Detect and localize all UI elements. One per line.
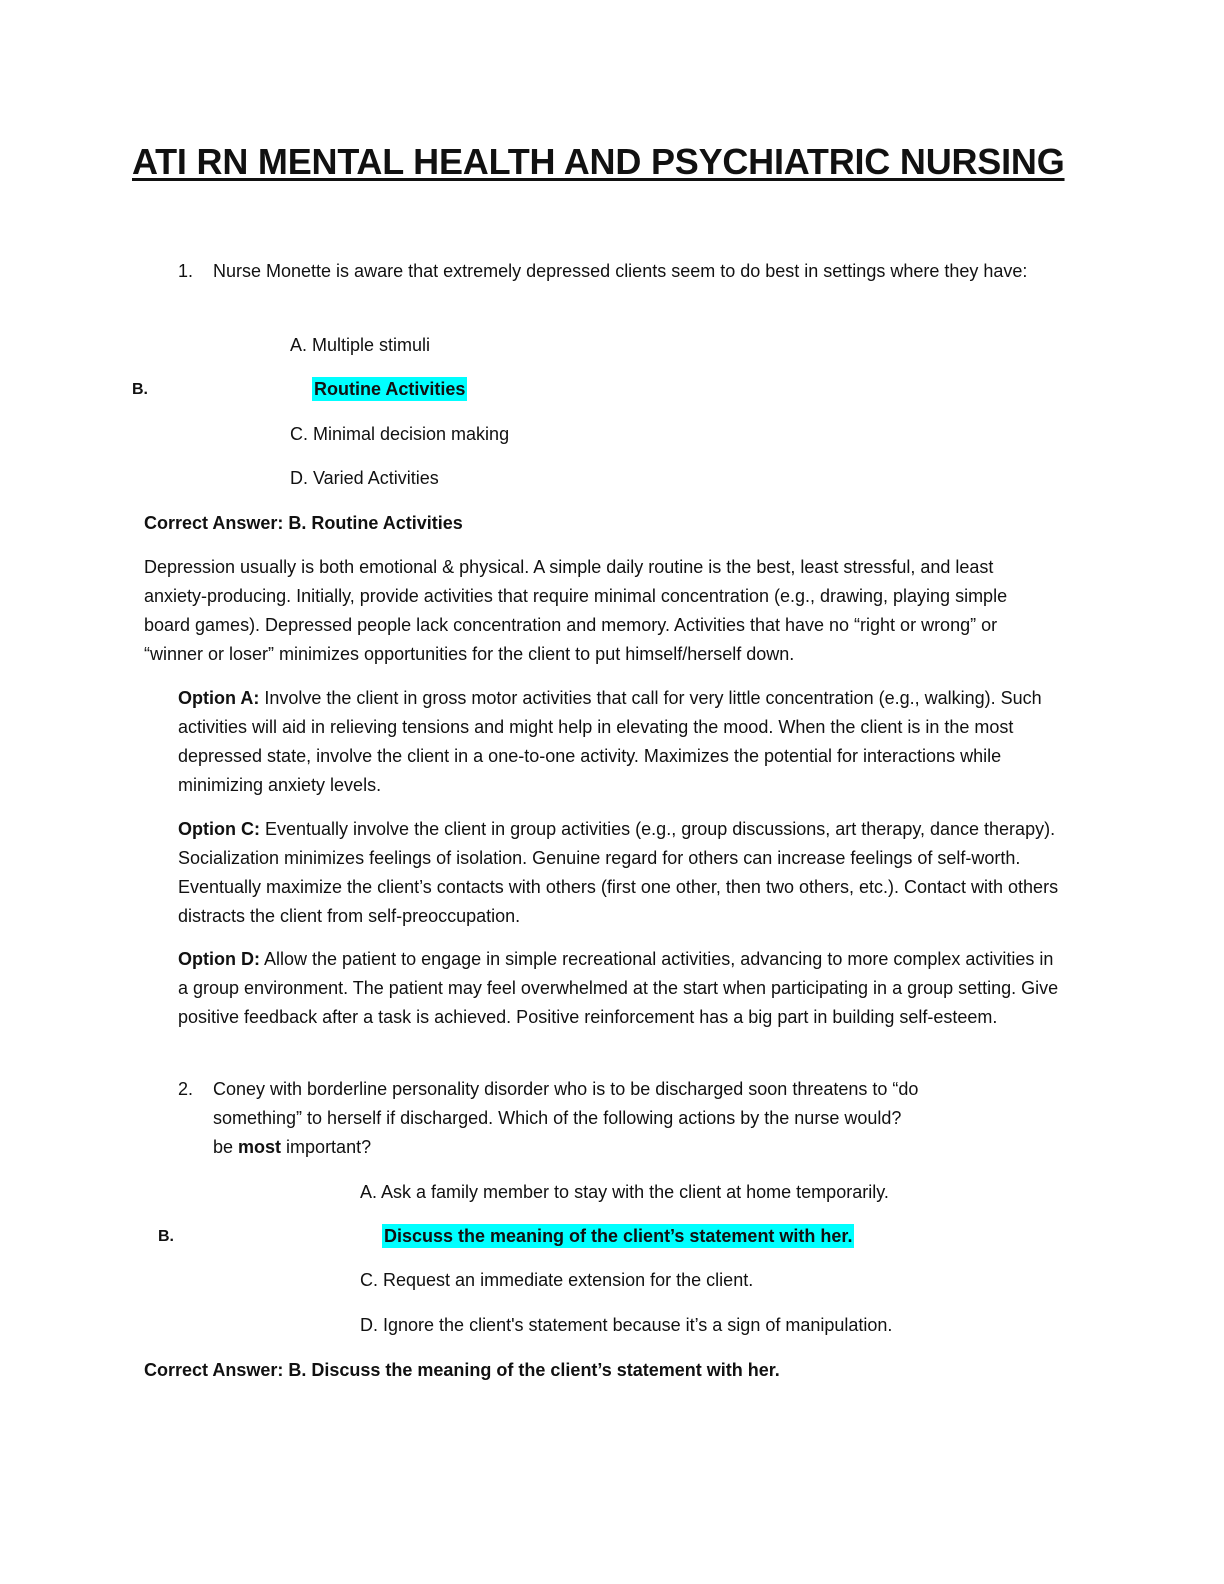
question-2-emphasis: most [238,1137,282,1157]
question-2-text-line-3-pre: be [213,1137,239,1157]
question-1-option-c: C. Minimal decision making [290,424,510,444]
question-2-text-line-2: something” to herself if discharged. Which of the following actions by the nurse would? [213,1108,902,1128]
question-1-text: Nurse Monette is aware that extremely depressed clients seem to do best in settings where they have: [213,261,1028,281]
option-d-explanation-text: Allow the patient to engage in simple recreational activities, advancing to more complex activities in a group environment. The patient may feel overwhelmed at the start when participating in a group setting. Give positive feedback after a task is achieved. Positive reinforcement has a big part in building self-esteem. [178,949,1059,1027]
question-2-option-a: A. Ask a family member to stay with the client at home temporarily. [360,1182,889,1202]
question-1-rationale: Depression usually is both emotional & physical. A simple daily routine is the best, least stressful, and least anxiety-producing. Initially, provide activities that require minimal concentration (e.g., drawing, playing simple board games). Depressed people lack concentration and memory. Activities that have no “right or wrong” or “winner or loser” minimizes opportunities for the client to put himself/herself down. [144,557,1008,664]
question-2-option-d: D. Ignore the client's statement because it’s a sign of manipulation. [360,1315,893,1335]
question-2-option-c: C. Request an immediate extension for the client. [360,1270,754,1290]
question-1-option-d-explanation [178,945,1068,1032]
question-1-option-a-explanation [178,684,1058,800]
question-2-option-b-highlighted: Discuss the meaning of the client’s statement with her. [384,1226,853,1246]
option-d-explanation-label: Option D: [178,949,260,969]
question-2-number: 2. [178,1079,194,1099]
option-a-explanation-label: Option A: [178,688,260,708]
option-c-explanation-label: Option C: [178,819,260,839]
question-1-correct-answer: Correct Answer: B. Routine Activities [144,513,463,533]
question-1-option-b-highlighted: Routine Activities [314,379,466,399]
question-2-text-line-3-post: important? [281,1137,372,1157]
question-1-option-a: A. Multiple stimuli [290,335,431,355]
question-1-number: 1. [178,261,194,281]
question-2-correct-answer: Correct Answer: B. Discuss the meaning of the client’s statement with her. [144,1360,780,1380]
option-a-explanation-text: Involve the client in gross motor activities that call for very little concentration (e.g., walking). Such activities will aid in relieving tensions and might help in elevating the mood. When the client is in the most depressed state, involve the client in a one-to-one activity. Maximizes the potential for interactions while minimizing anxiety levels. [178,688,1042,795]
document-title: ATI RN MENTAL HEALTH AND PSYCHIATRIC NURSING [132,141,1065,182]
question-2-text-line-1: Coney with borderline personality disorder who is to be discharged soon threatens to “do [213,1079,919,1099]
question-1-option-b-label: B. [132,381,148,398]
question-1-option-c-explanation [178,815,1068,931]
question-1-option-d: D. Varied Activities [290,468,439,488]
question-2-option-b-label: B. [158,1228,174,1245]
option-c-explanation-text: Eventually involve the client in group activities (e.g., group discussions, art therapy, dance therapy). Socialization minimizes feelings of isolation. Genuine regard for others can increase feelings of self-worth. Eventually maximize the client’s contacts with others (first one other, then two others, etc.). Contact with others distracts the client from self-preoccupation. [178,819,1059,926]
question-2-text-line-3 [213,1133,371,1162]
